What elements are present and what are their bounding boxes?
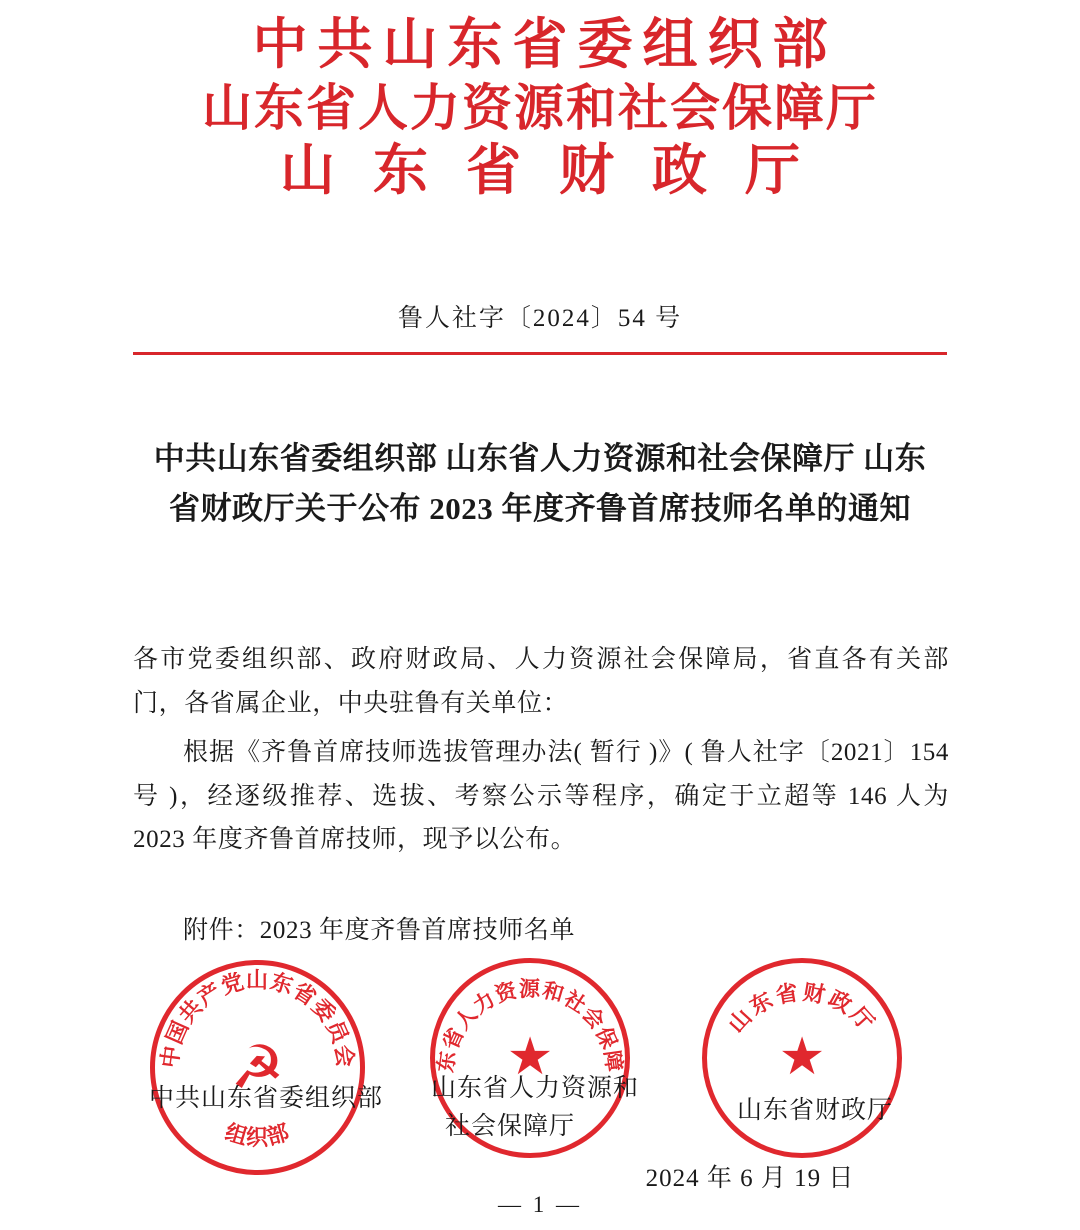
letterhead [0,14,1080,201]
body-addressee: 各市党委组织部、政府财政局、人力资源社会保障局，省直各有关部门，各省属企业，中央驻鲁有关单位： [133,646,949,717]
signature-finance-department: 山东省财政厅 [736,1097,893,1124]
red-divider [133,352,947,355]
finance-department-seal [702,958,902,1158]
hammer-sickle-icon: ☭ [230,1034,285,1101]
seal-arc-label-1: 中国共产党山东省委员会 [156,967,359,1070]
letterhead-line-2: 山东省人力资源和社会保障厅 [202,79,878,136]
document-body [133,638,949,868]
page-number: — 1 — [498,1192,582,1217]
document-number: 鲁人社字〔2024〕54 号 [397,305,683,332]
star-icon: ★ [778,1029,826,1086]
signature-human-resources-line-2: 社会保障厅 [444,1113,575,1140]
seal-arc-label-3: 山东省财政厅 [723,979,881,1038]
signature-organization-department: 中共山东省委组织部 [148,1085,383,1112]
seal-bottom-label-1: 组织部 [222,1119,293,1151]
signature-human-resources-line-1: 山东省人力资源和 [430,1075,639,1102]
page-title: 中共山东省委组织部 山东省人力资源和社会保障厅 山东省财政厅关于公布 2023 年度齐鲁首席技师名单的通知 [153,441,927,527]
body-paragraph-1: 根据《齐鲁首席技师选拔管理办法( 暂行 )》( 鲁人社字〔2021〕154 号 )，经逐级推荐、选拔、考察公示等程序，确定于立超等 146 人为 2023 年度齐鲁首席技师，现予以公布。 [133,739,949,853]
letterhead-line-1: 中共山东省委组织部 [252,14,838,75]
document-date: 2024 年 6 月 19 日 [645,1165,855,1192]
star-icon: ★ [506,1029,554,1086]
party-organization-seal [150,960,365,1175]
seal-arc-label-2: 山东省人力资源和社会保障厅 [424,944,627,1074]
attachment-line: 附件：2023 年度齐鲁首席技师名单 [183,917,576,944]
letterhead-line-3: 山东省财政厅 [279,139,838,201]
